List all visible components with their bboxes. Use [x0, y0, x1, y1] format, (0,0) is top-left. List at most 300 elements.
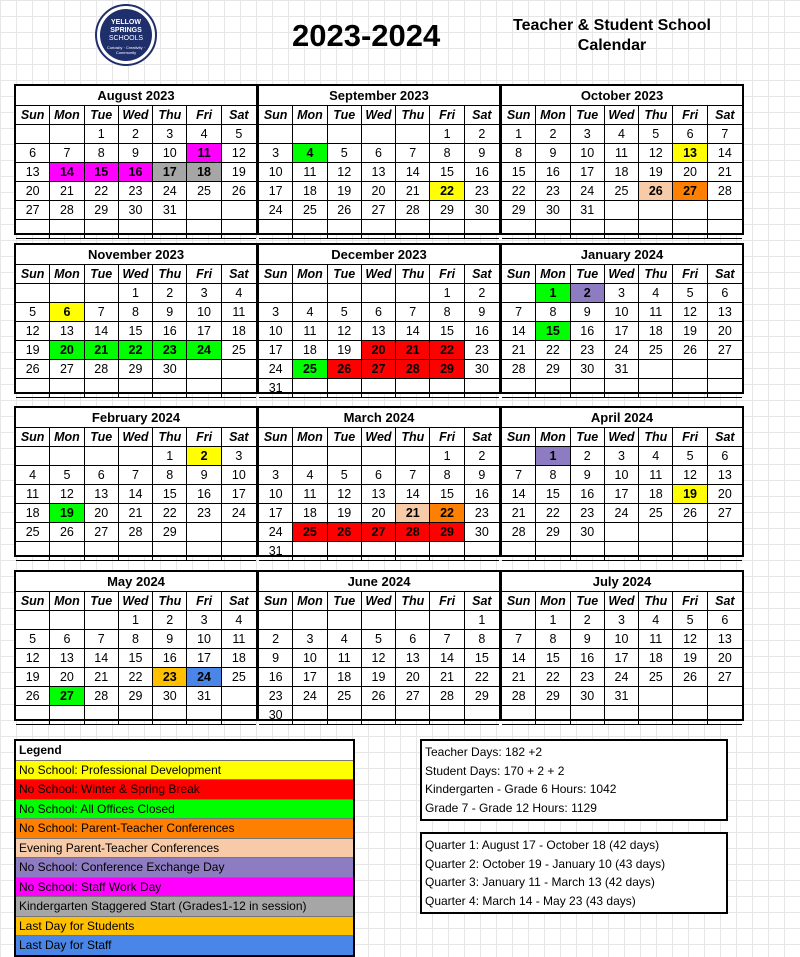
- day-cell: 30: [153, 360, 187, 379]
- legend-item: No School: Professional Development: [16, 761, 353, 781]
- empty-cell: [639, 360, 673, 379]
- day-cell: 15: [430, 485, 464, 504]
- day-cell: 29: [536, 360, 570, 379]
- day-cell: 4: [293, 303, 327, 322]
- empty-cell: [50, 379, 84, 398]
- empty-cell: [639, 687, 673, 706]
- empty-cell: [502, 284, 536, 303]
- day-cell: 5: [50, 466, 84, 485]
- empty-cell: [16, 611, 50, 630]
- day-cell: 17: [571, 163, 605, 182]
- empty-cell: [16, 220, 50, 239]
- weekday-header: Tue: [328, 428, 362, 447]
- logo-tagline: Curiosity · Creativity · Community: [106, 45, 146, 55]
- day-cell: 19: [673, 322, 707, 341]
- weekday-header: Wed: [362, 106, 396, 125]
- day-cell: 8: [430, 303, 464, 322]
- day-cell: 20: [708, 485, 742, 504]
- empty-cell: [259, 125, 293, 144]
- weekday-header: Fri: [187, 592, 221, 611]
- day-cell: 25: [16, 523, 50, 542]
- day-cell: 19: [50, 504, 84, 523]
- empty-cell: [85, 379, 119, 398]
- day-cell: 23: [571, 504, 605, 523]
- day-cell: 30: [153, 687, 187, 706]
- day-cell: 6: [50, 303, 84, 322]
- day-cell: 26: [50, 523, 84, 542]
- empty-cell: [50, 284, 84, 303]
- empty-cell: [16, 125, 50, 144]
- day-cell: 24: [187, 668, 221, 687]
- day-cell: 18: [293, 504, 327, 523]
- day-cell: 25: [639, 341, 673, 360]
- day-cell: 11: [16, 485, 50, 504]
- empty-cell: [119, 542, 153, 561]
- empty-cell: [153, 220, 187, 239]
- empty-cell: [396, 611, 430, 630]
- day-cell: 15: [430, 322, 464, 341]
- day-cell: 21: [396, 341, 430, 360]
- empty-cell: [50, 611, 84, 630]
- day-cell: 3: [605, 284, 639, 303]
- day-cell: 24: [605, 504, 639, 523]
- weekday-header: Sat: [465, 265, 499, 284]
- day-cell: 18: [222, 322, 256, 341]
- empty-cell: [639, 706, 673, 725]
- day-cell: 3: [571, 125, 605, 144]
- day-cell: 1: [85, 125, 119, 144]
- weekday-header: Sun: [259, 265, 293, 284]
- empty-cell: [328, 125, 362, 144]
- day-cell: 19: [222, 163, 256, 182]
- day-cell: 14: [85, 649, 119, 668]
- day-cell: 31: [605, 687, 639, 706]
- day-cell: 23: [536, 182, 570, 201]
- day-cell: 6: [708, 447, 742, 466]
- day-cell: 26: [328, 201, 362, 220]
- empty-cell: [502, 447, 536, 466]
- weekday-header: Sat: [222, 428, 256, 447]
- day-cell: 7: [708, 125, 742, 144]
- month-calendar: [257, 243, 501, 394]
- day-cell: 31: [259, 379, 293, 398]
- day-cell: 14: [502, 649, 536, 668]
- day-cell: 26: [16, 687, 50, 706]
- legend-item: No School: All Offices Closed: [16, 800, 353, 820]
- day-cell: 3: [187, 284, 221, 303]
- weekday-header: Wed: [119, 428, 153, 447]
- empty-cell: [293, 447, 327, 466]
- day-cell: 22: [536, 504, 570, 523]
- day-cell: 23: [465, 341, 499, 360]
- day-cell: 4: [639, 611, 673, 630]
- day-cell: 17: [293, 668, 327, 687]
- weekday-header: Fri: [187, 265, 221, 284]
- day-cell: 3: [259, 466, 293, 485]
- day-cell: 25: [293, 201, 327, 220]
- day-cell: 5: [673, 611, 707, 630]
- legend-item: Last Day for Staff: [16, 936, 353, 955]
- empty-cell: [119, 379, 153, 398]
- weekday-header: Sat: [708, 265, 742, 284]
- empty-cell: [605, 201, 639, 220]
- weekday-header: Sun: [259, 106, 293, 125]
- day-cell: 7: [85, 630, 119, 649]
- day-cell: 21: [119, 504, 153, 523]
- day-cell: 10: [605, 630, 639, 649]
- day-cell: 20: [85, 504, 119, 523]
- day-cell: 2: [571, 611, 605, 630]
- day-cell: 27: [50, 687, 84, 706]
- weekday-header: Sat: [465, 106, 499, 125]
- month-title: February 2024: [16, 408, 256, 428]
- day-cell: 10: [222, 466, 256, 485]
- day-cell: 5: [328, 303, 362, 322]
- weekday-header: Sat: [465, 592, 499, 611]
- day-cell: 21: [502, 668, 536, 687]
- day-cell: 27: [85, 523, 119, 542]
- month-calendar: [14, 570, 258, 721]
- day-cell: 17: [605, 485, 639, 504]
- day-cell: 3: [222, 447, 256, 466]
- day-cell: 13: [50, 322, 84, 341]
- day-cell: 3: [605, 447, 639, 466]
- day-cell: 20: [50, 341, 84, 360]
- day-cell: 29: [430, 360, 464, 379]
- weekday-header: Wed: [362, 265, 396, 284]
- empty-cell: [673, 542, 707, 561]
- empty-cell: [153, 379, 187, 398]
- day-cell: 16: [571, 485, 605, 504]
- empty-cell: [605, 706, 639, 725]
- day-cell: 12: [639, 144, 673, 163]
- day-cell: 3: [153, 125, 187, 144]
- day-cell: 31: [153, 201, 187, 220]
- day-cell: 8: [536, 466, 570, 485]
- day-cell: 9: [571, 466, 605, 485]
- empty-cell: [328, 611, 362, 630]
- day-cell: 5: [673, 447, 707, 466]
- empty-cell: [50, 706, 84, 725]
- weekday-header: Thu: [396, 428, 430, 447]
- day-cell: 21: [50, 182, 84, 201]
- empty-cell: [465, 542, 499, 561]
- day-cell: 11: [328, 649, 362, 668]
- weekday-header: Thu: [639, 592, 673, 611]
- day-cell: 6: [85, 466, 119, 485]
- day-cell: 13: [708, 303, 742, 322]
- weekday-header: Wed: [119, 592, 153, 611]
- day-cell: 1: [502, 125, 536, 144]
- empty-cell: [362, 706, 396, 725]
- weekday-header: Sun: [16, 428, 50, 447]
- empty-cell: [708, 201, 742, 220]
- day-cell: 17: [259, 341, 293, 360]
- empty-cell: [396, 125, 430, 144]
- empty-cell: [16, 447, 50, 466]
- empty-cell: [85, 611, 119, 630]
- empty-cell: [222, 220, 256, 239]
- month-calendar: [257, 406, 501, 557]
- empty-cell: [259, 284, 293, 303]
- day-cell: 20: [362, 341, 396, 360]
- day-cell: 11: [187, 144, 221, 163]
- day-cell: 16: [571, 649, 605, 668]
- day-cell: 29: [536, 687, 570, 706]
- day-cell: 30: [536, 201, 570, 220]
- empty-cell: [430, 220, 464, 239]
- day-cell: 16: [259, 668, 293, 687]
- empty-cell: [605, 379, 639, 398]
- day-cell: 22: [536, 668, 570, 687]
- day-cell: 7: [396, 303, 430, 322]
- day-cell: 9: [465, 303, 499, 322]
- day-cell: 13: [396, 649, 430, 668]
- day-cell: 26: [673, 668, 707, 687]
- day-cell: 16: [187, 485, 221, 504]
- day-cell: 1: [430, 447, 464, 466]
- day-cell: 18: [187, 163, 221, 182]
- empty-cell: [50, 542, 84, 561]
- day-cell: 9: [536, 144, 570, 163]
- day-cell: 28: [708, 182, 742, 201]
- day-cell: 11: [639, 303, 673, 322]
- weekday-header: Tue: [85, 106, 119, 125]
- day-cell: 10: [293, 649, 327, 668]
- day-cell: 30: [571, 360, 605, 379]
- quarter-line: Quarter 2: October 19 - January 10 (43 days): [425, 856, 666, 871]
- legend-title: Legend: [16, 741, 353, 761]
- day-cell: 22: [119, 668, 153, 687]
- day-cell: 17: [222, 485, 256, 504]
- day-cell: 14: [396, 322, 430, 341]
- day-cell: 18: [328, 668, 362, 687]
- day-count-line: Teacher Days: 182 +2: [425, 745, 543, 759]
- day-cell: 4: [639, 447, 673, 466]
- day-cell: 16: [465, 322, 499, 341]
- day-cell: 23: [571, 341, 605, 360]
- day-cell: 16: [153, 322, 187, 341]
- weekday-header: Mon: [50, 592, 84, 611]
- weekday-header: Thu: [153, 592, 187, 611]
- empty-cell: [605, 220, 639, 239]
- weekday-header: Thu: [639, 265, 673, 284]
- empty-cell: [708, 220, 742, 239]
- day-cell: 2: [465, 125, 499, 144]
- weekday-header: Fri: [430, 265, 464, 284]
- empty-cell: [328, 220, 362, 239]
- day-cell: 15: [430, 163, 464, 182]
- weekday-header: Fri: [673, 106, 707, 125]
- weekday-header: Mon: [293, 428, 327, 447]
- day-cell: 4: [187, 125, 221, 144]
- day-cell: 28: [502, 360, 536, 379]
- day-cell: 2: [187, 447, 221, 466]
- day-cell: 9: [187, 466, 221, 485]
- day-cell: 2: [571, 447, 605, 466]
- day-cell: 3: [187, 611, 221, 630]
- month-title: September 2023: [259, 86, 499, 106]
- weekday-header: Fri: [673, 265, 707, 284]
- weekday-header: Sat: [708, 106, 742, 125]
- legend-item: No School: Winter & Spring Break: [16, 780, 353, 800]
- day-cell: 15: [119, 322, 153, 341]
- day-cell: 27: [362, 201, 396, 220]
- empty-cell: [430, 706, 464, 725]
- weekday-header: Wed: [362, 428, 396, 447]
- day-cell: 6: [50, 630, 84, 649]
- logo-line-3: SCHOOLS: [108, 35, 144, 42]
- day-cell: 15: [465, 649, 499, 668]
- day-cell: 31: [571, 201, 605, 220]
- day-cell: 5: [362, 630, 396, 649]
- empty-cell: [708, 523, 742, 542]
- day-cell: 3: [259, 144, 293, 163]
- weekday-header: Wed: [362, 592, 396, 611]
- day-cell: 9: [465, 144, 499, 163]
- weekday-header: Sat: [465, 428, 499, 447]
- empty-cell: [536, 379, 570, 398]
- empty-cell: [293, 611, 327, 630]
- empty-cell: [708, 687, 742, 706]
- day-cell: 8: [153, 466, 187, 485]
- day-cell: 29: [430, 523, 464, 542]
- legend-item: Kindergarten Staggered Start (Grades1-12 in session): [16, 897, 353, 917]
- empty-cell: [396, 220, 430, 239]
- day-cell: 8: [502, 144, 536, 163]
- empty-cell: [639, 220, 673, 239]
- empty-cell: [605, 523, 639, 542]
- day-cell: 12: [673, 303, 707, 322]
- day-cell: 26: [16, 360, 50, 379]
- day-cell: 11: [293, 322, 327, 341]
- day-cell: 6: [362, 466, 396, 485]
- empty-cell: [430, 542, 464, 561]
- empty-cell: [259, 447, 293, 466]
- day-cell: 21: [396, 182, 430, 201]
- day-cell: 18: [16, 504, 50, 523]
- weekday-header: Fri: [187, 106, 221, 125]
- day-cell: 8: [430, 144, 464, 163]
- day-cell: 21: [502, 341, 536, 360]
- day-cell: 16: [119, 163, 153, 182]
- day-cell: 19: [639, 163, 673, 182]
- empty-cell: [50, 125, 84, 144]
- day-cell: 7: [85, 303, 119, 322]
- day-cell: 31: [259, 542, 293, 561]
- day-cell: 9: [153, 630, 187, 649]
- day-cell: 15: [536, 649, 570, 668]
- day-cell: 15: [536, 322, 570, 341]
- day-cell: 5: [16, 630, 50, 649]
- day-cell: 15: [536, 485, 570, 504]
- day-cell: 3: [605, 611, 639, 630]
- month-calendar: [14, 84, 258, 235]
- day-cell: 7: [396, 144, 430, 163]
- quarter-line: Quarter 3: January 11 - March 13 (42 days): [425, 875, 655, 889]
- empty-cell: [119, 447, 153, 466]
- weekday-header: Fri: [673, 592, 707, 611]
- empty-cell: [293, 379, 327, 398]
- day-cell: 9: [571, 303, 605, 322]
- day-cell: 11: [639, 466, 673, 485]
- day-cell: 10: [187, 303, 221, 322]
- day-cell: 12: [673, 630, 707, 649]
- weekday-header: Wed: [605, 592, 639, 611]
- day-cell: 23: [465, 182, 499, 201]
- empty-cell: [293, 125, 327, 144]
- weekday-header: Sun: [502, 106, 536, 125]
- empty-cell: [396, 379, 430, 398]
- empty-cell: [673, 379, 707, 398]
- day-cell: 17: [605, 649, 639, 668]
- day-cell: 6: [708, 284, 742, 303]
- month-calendar: [257, 84, 501, 235]
- empty-cell: [222, 360, 256, 379]
- day-cell: 19: [673, 485, 707, 504]
- day-cell: 13: [16, 163, 50, 182]
- page-title-year: 2023-2024: [292, 18, 441, 53]
- empty-cell: [639, 523, 673, 542]
- day-cell: 29: [85, 201, 119, 220]
- legend-item: Last Day for Students: [16, 917, 353, 937]
- weekday-header: Fri: [430, 428, 464, 447]
- day-cell: 19: [673, 649, 707, 668]
- day-cell: 23: [571, 668, 605, 687]
- day-cell: 23: [259, 687, 293, 706]
- day-cell: 28: [430, 687, 464, 706]
- empty-cell: [673, 360, 707, 379]
- day-cell: 27: [362, 523, 396, 542]
- day-cell: 9: [259, 649, 293, 668]
- day-cell: 2: [153, 284, 187, 303]
- day-cell: 30: [465, 523, 499, 542]
- empty-cell: [259, 611, 293, 630]
- day-cell: 10: [605, 466, 639, 485]
- day-cell: 2: [465, 447, 499, 466]
- day-cell: 14: [708, 144, 742, 163]
- empty-cell: [362, 125, 396, 144]
- day-cell: 17: [153, 163, 187, 182]
- empty-cell: [571, 379, 605, 398]
- empty-cell: [16, 706, 50, 725]
- empty-cell: [673, 523, 707, 542]
- day-cell: 12: [16, 649, 50, 668]
- logo-line-1: YELLOW: [111, 19, 141, 26]
- day-cell: 2: [259, 630, 293, 649]
- month-title: October 2023: [502, 86, 742, 106]
- weekday-header: Sun: [16, 265, 50, 284]
- day-cell: 21: [430, 668, 464, 687]
- day-cell: 19: [362, 668, 396, 687]
- day-cell: 18: [639, 649, 673, 668]
- day-cell: 27: [50, 360, 84, 379]
- day-cell: 28: [85, 360, 119, 379]
- day-cell: 29: [502, 201, 536, 220]
- empty-cell: [16, 542, 50, 561]
- empty-cell: [396, 284, 430, 303]
- day-cell: 28: [396, 523, 430, 542]
- day-cell: 26: [328, 523, 362, 542]
- weekday-header: Tue: [571, 265, 605, 284]
- day-cell: 12: [222, 144, 256, 163]
- day-cell: 30: [571, 687, 605, 706]
- day-cell: 22: [119, 341, 153, 360]
- day-cell: 4: [293, 144, 327, 163]
- legend-item: No School: Staff Work Day: [16, 878, 353, 898]
- weekday-header: Sat: [222, 592, 256, 611]
- empty-cell: [639, 379, 673, 398]
